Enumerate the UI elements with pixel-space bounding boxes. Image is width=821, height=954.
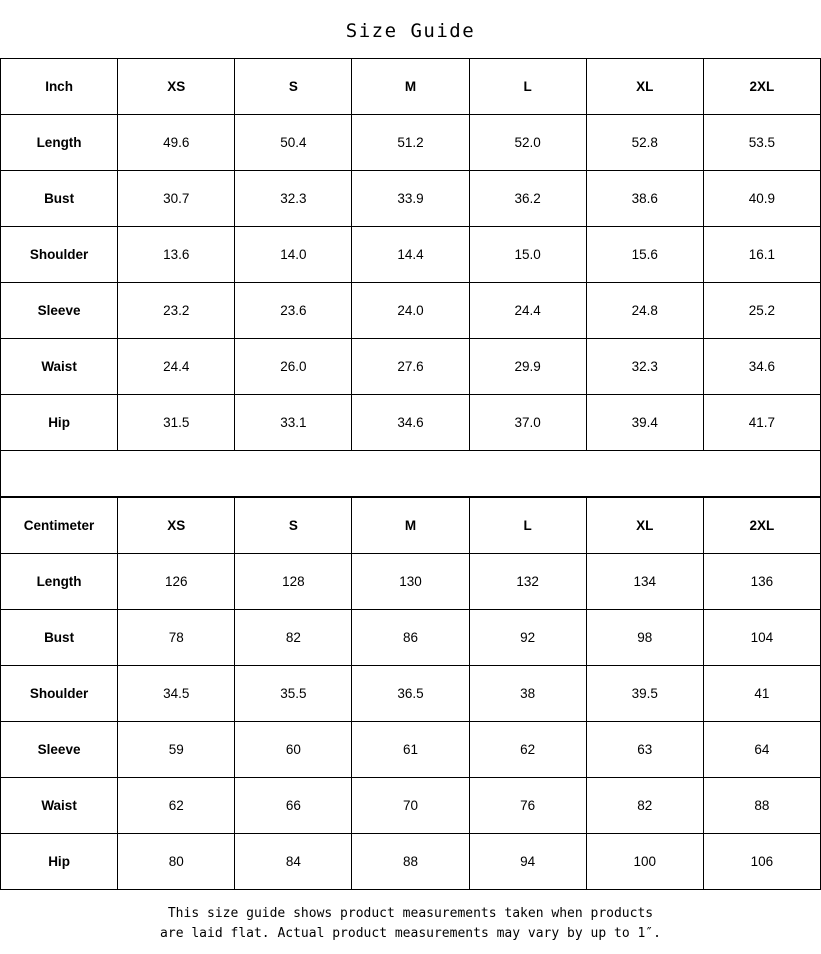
size-header-s: S <box>235 498 352 554</box>
size-header-2xl: 2XL <box>703 59 820 115</box>
size-header-s: S <box>235 59 352 115</box>
measure-label-hip: Hip <box>1 395 118 451</box>
cell-waist-m: 27.6 <box>352 339 469 395</box>
measure-label-bust: Bust <box>1 610 118 666</box>
cell-length-xs: 49.6 <box>118 115 235 171</box>
cell-hip-m: 88 <box>352 834 469 890</box>
cell-length-xl: 52.8 <box>586 115 703 171</box>
cell-waist-2xl: 34.6 <box>703 339 820 395</box>
size-header-xl: XL <box>586 59 703 115</box>
cell-waist-2xl: 88 <box>703 778 820 834</box>
size-header-l: L <box>469 498 586 554</box>
size-header-xs: XS <box>118 59 235 115</box>
cell-hip-xl: 100 <box>586 834 703 890</box>
cell-bust-xl: 98 <box>586 610 703 666</box>
unit-header-inch: Inch <box>1 59 118 115</box>
cell-waist-xs: 24.4 <box>118 339 235 395</box>
unit-header-centimeter: Centimeter <box>1 498 118 554</box>
measure-label-sleeve: Sleeve <box>1 722 118 778</box>
cell-bust-2xl: 104 <box>703 610 820 666</box>
cell-hip-l: 94 <box>469 834 586 890</box>
cell-shoulder-l: 15.0 <box>469 227 586 283</box>
cell-waist-s: 66 <box>235 778 352 834</box>
cell-sleeve-2xl: 64 <box>703 722 820 778</box>
cell-hip-xl: 39.4 <box>586 395 703 451</box>
centimeter-size-table <box>0 497 821 890</box>
cell-bust-s: 32.3 <box>235 171 352 227</box>
cell-shoulder-l: 38 <box>469 666 586 722</box>
table-row <box>1 283 821 339</box>
cell-length-m: 51.2 <box>352 115 469 171</box>
table-row <box>1 778 821 834</box>
cell-sleeve-s: 23.6 <box>235 283 352 339</box>
cell-shoulder-2xl: 41 <box>703 666 820 722</box>
cell-shoulder-xs: 34.5 <box>118 666 235 722</box>
cell-hip-l: 37.0 <box>469 395 586 451</box>
footer-note <box>0 890 821 954</box>
cell-waist-s: 26.0 <box>235 339 352 395</box>
cell-hip-s: 84 <box>235 834 352 890</box>
cell-waist-l: 76 <box>469 778 586 834</box>
cell-bust-s: 82 <box>235 610 352 666</box>
table-row <box>1 610 821 666</box>
cell-sleeve-m: 24.0 <box>352 283 469 339</box>
size-header-2xl: 2XL <box>703 498 820 554</box>
cell-shoulder-xl: 39.5 <box>586 666 703 722</box>
table-row <box>1 666 821 722</box>
cell-sleeve-xs: 59 <box>118 722 235 778</box>
cell-bust-m: 86 <box>352 610 469 666</box>
cell-length-l: 52.0 <box>469 115 586 171</box>
size-header-l: L <box>469 59 586 115</box>
cell-length-2xl: 53.5 <box>703 115 820 171</box>
cell-length-2xl: 136 <box>703 554 820 610</box>
footer-line-1: This size guide shows product measurements taken when products <box>167 906 654 921</box>
cell-shoulder-xl: 15.6 <box>586 227 703 283</box>
cell-sleeve-m: 61 <box>352 722 469 778</box>
measure-label-hip: Hip <box>1 834 118 890</box>
cell-bust-xs: 30.7 <box>118 171 235 227</box>
measure-label-length: Length <box>1 115 118 171</box>
cell-bust-l: 92 <box>469 610 586 666</box>
table-row <box>1 395 821 451</box>
cell-shoulder-s: 14.0 <box>235 227 352 283</box>
footer-line-2: are laid flat. Actual product measurements may vary by up to 1″. <box>160 926 661 941</box>
cell-shoulder-xs: 13.6 <box>118 227 235 283</box>
cell-sleeve-s: 60 <box>235 722 352 778</box>
table-header-row <box>1 59 821 115</box>
cell-hip-m: 34.6 <box>352 395 469 451</box>
cell-length-xs: 126 <box>118 554 235 610</box>
page-title: Size Guide <box>345 20 476 42</box>
size-header-m: M <box>352 498 469 554</box>
cell-bust-m: 33.9 <box>352 171 469 227</box>
cell-bust-xl: 38.6 <box>586 171 703 227</box>
table-row <box>1 722 821 778</box>
table-row <box>1 227 821 283</box>
cell-hip-xs: 31.5 <box>118 395 235 451</box>
cell-hip-2xl: 41.7 <box>703 395 820 451</box>
cell-sleeve-xl: 63 <box>586 722 703 778</box>
cell-bust-xs: 78 <box>118 610 235 666</box>
cell-sleeve-xl: 24.8 <box>586 283 703 339</box>
cell-waist-xs: 62 <box>118 778 235 834</box>
measure-label-waist: Waist <box>1 339 118 395</box>
measure-label-bust: Bust <box>1 171 118 227</box>
measure-label-length: Length <box>1 554 118 610</box>
cell-bust-2xl: 40.9 <box>703 171 820 227</box>
table-row <box>1 339 821 395</box>
cell-hip-xs: 80 <box>118 834 235 890</box>
cell-shoulder-m: 36.5 <box>352 666 469 722</box>
size-header-xs: XS <box>118 498 235 554</box>
cell-waist-l: 29.9 <box>469 339 586 395</box>
cell-shoulder-2xl: 16.1 <box>703 227 820 283</box>
measure-label-shoulder: Shoulder <box>1 227 118 283</box>
cell-hip-2xl: 106 <box>703 834 820 890</box>
measure-label-waist: Waist <box>1 778 118 834</box>
cell-hip-s: 33.1 <box>235 395 352 451</box>
cell-length-s: 50.4 <box>235 115 352 171</box>
cell-length-s: 128 <box>235 554 352 610</box>
cell-sleeve-l: 62 <box>469 722 586 778</box>
cell-length-l: 132 <box>469 554 586 610</box>
cell-sleeve-l: 24.4 <box>469 283 586 339</box>
cell-shoulder-s: 35.5 <box>235 666 352 722</box>
cell-waist-xl: 82 <box>586 778 703 834</box>
size-header-m: M <box>352 59 469 115</box>
cell-bust-l: 36.2 <box>469 171 586 227</box>
size-header-xl: XL <box>586 498 703 554</box>
table-row <box>1 834 821 890</box>
cell-waist-m: 70 <box>352 778 469 834</box>
cell-length-m: 130 <box>352 554 469 610</box>
table-row <box>1 171 821 227</box>
cell-sleeve-2xl: 25.2 <box>703 283 820 339</box>
inch-size-table <box>0 58 821 451</box>
measure-label-sleeve: Sleeve <box>1 283 118 339</box>
table-separator <box>0 451 821 497</box>
cell-shoulder-m: 14.4 <box>352 227 469 283</box>
table-row <box>1 115 821 171</box>
table-header-row <box>1 498 821 554</box>
cell-sleeve-xs: 23.2 <box>118 283 235 339</box>
cell-length-xl: 134 <box>586 554 703 610</box>
cell-waist-xl: 32.3 <box>586 339 703 395</box>
measure-label-shoulder: Shoulder <box>1 666 118 722</box>
table-row <box>1 554 821 610</box>
